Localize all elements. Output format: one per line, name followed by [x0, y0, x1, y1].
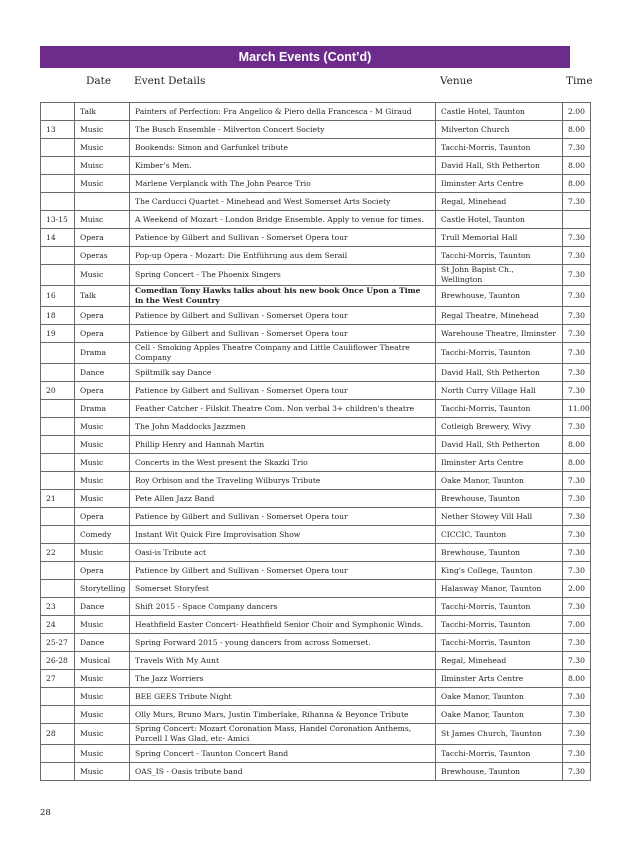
event-type: Drama — [75, 343, 130, 364]
event-date — [41, 193, 75, 211]
table-row — [41, 364, 591, 382]
column-header-event: Event Details — [134, 75, 206, 87]
event-details: Pop-up Opera - Mozart: Die Entführung aus dem Serail — [130, 247, 436, 265]
event-date: 22 — [41, 544, 75, 562]
event-details: Feather Catcher - Filskit Theatre Com. Non verbal 3+ children's theatre — [130, 400, 436, 418]
event-date — [41, 580, 75, 598]
event-date — [41, 436, 75, 454]
table-row — [41, 325, 591, 343]
event-details: The John Maddocks Jazzmen — [130, 418, 436, 436]
event-time: 7.30 — [563, 598, 591, 616]
event-date: 14 — [41, 229, 75, 247]
event-date: 27 — [41, 670, 75, 688]
event-type: Opera — [75, 229, 130, 247]
event-venue: Regal, Minehead — [436, 652, 563, 670]
event-venue: CICCIC, Taunton — [436, 526, 563, 544]
event-venue: Castle Hotel, Taunton — [436, 103, 563, 121]
table-row — [41, 121, 591, 139]
event-type: Music — [75, 544, 130, 562]
event-type: Dance — [75, 634, 130, 652]
event-time: 7.30 — [563, 325, 591, 343]
event-venue: King's College, Taunton — [436, 562, 563, 580]
table-row — [41, 247, 591, 265]
event-details: Pete Allen Jazz Band — [130, 490, 436, 508]
event-venue: Nether Stowey Vill Hall — [436, 508, 563, 526]
event-type: Music — [75, 670, 130, 688]
event-details: Spring Forward 2015 - young dancers from across Somerset. — [130, 634, 436, 652]
event-venue: Cotleigh Brewery, Wivy — [436, 418, 563, 436]
event-details: The Jazz Worriers — [130, 670, 436, 688]
event-time: 8.00 — [563, 436, 591, 454]
event-type: Operas — [75, 247, 130, 265]
column-header-venue: Venue — [440, 75, 473, 87]
event-venue: Ilminster Arts Centre — [436, 454, 563, 472]
table-row — [41, 307, 591, 325]
table-row — [41, 193, 591, 211]
event-type: Drama — [75, 400, 130, 418]
event-details: Patience by Gilbert and Sullivan - Somerset Opera tour — [130, 325, 436, 343]
event-venue: Milverton Church — [436, 121, 563, 139]
event-type — [75, 193, 130, 211]
event-date — [41, 763, 75, 781]
event-venue: Tacchi-Morris, Taunton — [436, 745, 563, 763]
table-row — [41, 688, 591, 706]
event-date — [41, 157, 75, 175]
event-venue: Tacchi-Morris, Taunton — [436, 598, 563, 616]
table-row — [41, 139, 591, 157]
table-row — [41, 634, 591, 652]
event-venue: Oake Manor, Taunton — [436, 472, 563, 490]
event-time: 7.30 — [563, 544, 591, 562]
table-row — [41, 724, 591, 745]
event-venue: Tacchi-Morris, Taunton — [436, 400, 563, 418]
event-type: Music — [75, 139, 130, 157]
event-type: Music — [75, 418, 130, 436]
event-time: 7.00 — [563, 616, 591, 634]
page-number: 28 — [40, 808, 51, 818]
event-venue: Ilminster Arts Centre — [436, 670, 563, 688]
event-details: Painters of Perfection: Fra Angelico & Piero della Francesca - M Giraud — [130, 103, 436, 121]
event-type: Music — [75, 472, 130, 490]
event-date — [41, 706, 75, 724]
event-time: 7.30 — [563, 418, 591, 436]
event-date — [41, 400, 75, 418]
event-date: 13 — [41, 121, 75, 139]
event-type: Music — [75, 763, 130, 781]
event-type: Music — [75, 688, 130, 706]
event-venue: Tacchi-Morris, Taunton — [436, 139, 563, 157]
event-time: 8.00 — [563, 175, 591, 193]
event-venue: David Hall, Sth Petherton — [436, 157, 563, 175]
column-header-date: Date — [86, 75, 112, 87]
event-venue: Tacchi-Morris, Taunton — [436, 247, 563, 265]
table-row — [41, 472, 591, 490]
event-venue: Tacchi-Morris, Taunton — [436, 343, 563, 364]
table-row — [41, 706, 591, 724]
event-date: 28 — [41, 724, 75, 745]
event-details: The Carducci Quartet - Minehead and West Somerset Arts Society — [130, 193, 436, 211]
table-row — [41, 763, 591, 781]
event-details: Spring Concert - Taunton Concert Band — [130, 745, 436, 763]
event-venue: Regal, Minehead — [436, 193, 563, 211]
event-time: 7.30 — [563, 652, 591, 670]
event-type: Music — [75, 175, 130, 193]
event-date: 16 — [41, 286, 75, 307]
event-venue: Brewhouse, Taunton — [436, 544, 563, 562]
event-details: Olly Murs, Bruno Mars, Justin Timberlake, Rihanna & Beyonce Tribute — [130, 706, 436, 724]
event-type: Comedy — [75, 526, 130, 544]
event-type: Dance — [75, 364, 130, 382]
event-time: 7.30 — [563, 364, 591, 382]
event-type: Music — [75, 616, 130, 634]
table-row — [41, 175, 591, 193]
event-time: 7.30 — [563, 706, 591, 724]
event-details: Shift 2015 - Space Company dancers — [130, 598, 436, 616]
event-time: 7.30 — [563, 562, 591, 580]
event-date — [41, 472, 75, 490]
event-venue: Halasway Manor, Taunton — [436, 580, 563, 598]
event-details: Heathfield Easter Concert- Heathfield Senior Choir and Symphonic Winds. — [130, 616, 436, 634]
event-type: Opera — [75, 382, 130, 400]
event-time: 7.30 — [563, 265, 591, 286]
event-venue: Tacchi-Morris, Taunton — [436, 634, 563, 652]
event-date — [41, 343, 75, 364]
event-type: Opera — [75, 562, 130, 580]
event-type: Musical — [75, 652, 130, 670]
table-row — [41, 580, 591, 598]
event-details: Phillip Henry and Hannah Martin — [130, 436, 436, 454]
event-venue: St John Bapist Ch., Wellington — [436, 265, 563, 286]
event-date: 21 — [41, 490, 75, 508]
event-type: Music — [75, 265, 130, 286]
event-details: Instant Wit Quick Fire Improvisation Show — [130, 526, 436, 544]
event-venue: North Curry Village Hall — [436, 382, 563, 400]
table-row — [41, 418, 591, 436]
event-venue: Oake Manor, Taunton — [436, 706, 563, 724]
table-row — [41, 286, 591, 307]
event-date — [41, 688, 75, 706]
table-row — [41, 229, 591, 247]
event-time: 7.30 — [563, 286, 591, 307]
event-type: Opera — [75, 325, 130, 343]
table-row — [41, 211, 591, 229]
event-type: Music — [75, 706, 130, 724]
table-row — [41, 157, 591, 175]
table-row — [41, 436, 591, 454]
event-time: 8.00 — [563, 121, 591, 139]
event-date: 20 — [41, 382, 75, 400]
event-date — [41, 175, 75, 193]
event-details: Spring Concert: Mozart Coronation Mass, Handel Coronation Anthems, Purcell I Was Glad, etc- Amici — [130, 724, 436, 745]
event-venue: Tacchi-Morris, Taunton — [436, 616, 563, 634]
event-type: Music — [75, 745, 130, 763]
event-time: 7.30 — [563, 193, 591, 211]
event-type: Opera — [75, 508, 130, 526]
event-venue: Oake Manor, Taunton — [436, 688, 563, 706]
event-venue: Ilminster Arts Centre — [436, 175, 563, 193]
table-row — [41, 670, 591, 688]
event-details: Concerts in the West present the Skazki Trio — [130, 454, 436, 472]
event-time: 7.30 — [563, 490, 591, 508]
event-date: 13-15 — [41, 211, 75, 229]
event-time: 2.00 — [563, 103, 591, 121]
event-details: Somerset Storyfest — [130, 580, 436, 598]
event-type: Opera — [75, 307, 130, 325]
event-details: Travels With My Aunt — [130, 652, 436, 670]
event-type: Music — [75, 724, 130, 745]
event-date: 19 — [41, 325, 75, 343]
event-venue: Warehouse Theatre, Ilminster — [436, 325, 563, 343]
event-time: 7.30 — [563, 343, 591, 364]
event-time: 7.30 — [563, 382, 591, 400]
event-venue: Trull Memorial Hall — [436, 229, 563, 247]
section-title-banner: March Events (Cont’d) — [40, 46, 570, 68]
event-type: Music — [75, 490, 130, 508]
event-time: 7.30 — [563, 688, 591, 706]
event-details: Spiltmilk say Dance — [130, 364, 436, 382]
event-venue: Brewhouse, Taunton — [436, 763, 563, 781]
event-details: Patience by Gilbert and Sullivan - Somerset Opera tour — [130, 508, 436, 526]
event-time: 7.30 — [563, 508, 591, 526]
event-time: 7.30 — [563, 247, 591, 265]
event-time: 8.00 — [563, 157, 591, 175]
table-row — [41, 265, 591, 286]
events-table — [40, 102, 591, 781]
event-date: 25-27 — [41, 634, 75, 652]
event-type: Music — [75, 454, 130, 472]
event-venue: St James Church, Taunton — [436, 724, 563, 745]
event-type: Muisc — [75, 211, 130, 229]
event-details: Patience by Gilbert and Sullivan - Somerset Opera tour — [130, 382, 436, 400]
event-date — [41, 745, 75, 763]
event-details: Spring Concert - The Phoenix Singers — [130, 265, 436, 286]
event-date — [41, 562, 75, 580]
event-venue: Castle Hotel, Taunton — [436, 211, 563, 229]
event-details: Cell - Smoking Apples Theatre Company and Little Cauliflower Theatre Company — [130, 343, 436, 364]
table-row — [41, 562, 591, 580]
table-row — [41, 343, 591, 364]
event-time: 2.00 — [563, 580, 591, 598]
events-table-body — [41, 103, 591, 781]
event-date — [41, 418, 75, 436]
event-venue: Brewhouse, Taunton — [436, 286, 563, 307]
event-venue: Brewhouse, Taunton — [436, 490, 563, 508]
event-type: Dance — [75, 598, 130, 616]
event-details: Comedian Tony Hawks talks about his new book Once Upon a Time in the West Country — [130, 286, 436, 307]
event-date — [41, 454, 75, 472]
event-details: Marlene Verplanck with The John Pearce Trio — [130, 175, 436, 193]
event-time: 11.00 — [563, 400, 591, 418]
event-date: 18 — [41, 307, 75, 325]
event-type: Muisc — [75, 157, 130, 175]
event-date — [41, 508, 75, 526]
event-time: 7.30 — [563, 139, 591, 157]
event-time: 7.30 — [563, 472, 591, 490]
event-time: 7.30 — [563, 634, 591, 652]
table-row — [41, 544, 591, 562]
event-time: 8.00 — [563, 670, 591, 688]
event-type: Talk — [75, 103, 130, 121]
table-row — [41, 745, 591, 763]
table-row — [41, 526, 591, 544]
event-details: Roy Orbison and the Traveling Wilburys Tribute — [130, 472, 436, 490]
event-details: OAS_IS - Oasis tribute band — [130, 763, 436, 781]
event-date: 26-28 — [41, 652, 75, 670]
event-date: 24 — [41, 616, 75, 634]
table-row — [41, 103, 591, 121]
table-row — [41, 382, 591, 400]
event-details: BEE GEES Tribute Night — [130, 688, 436, 706]
event-details: Bookends: Simon and Garfunkel tribute — [130, 139, 436, 157]
event-time: 7.30 — [563, 307, 591, 325]
table-row — [41, 598, 591, 616]
event-details: Kimber’s Men. — [130, 157, 436, 175]
table-row — [41, 508, 591, 526]
event-type: Storytelling — [75, 580, 130, 598]
event-time: 7.30 — [563, 763, 591, 781]
table-row — [41, 490, 591, 508]
event-date — [41, 526, 75, 544]
table-row — [41, 616, 591, 634]
event-details: A Weekend of Mozart - London Bridge Ensemble. Apply to venue for times. — [130, 211, 436, 229]
event-venue: David Hall, Sth Petherton — [436, 364, 563, 382]
event-details: Patience by Gilbert and Sullivan - Somerset Opera tour — [130, 229, 436, 247]
event-details: Oasi-is Tribute act — [130, 544, 436, 562]
event-time: 7.30 — [563, 229, 591, 247]
event-date — [41, 103, 75, 121]
event-type: Music — [75, 121, 130, 139]
table-row — [41, 454, 591, 472]
event-date — [41, 247, 75, 265]
event-venue: David Hall, Sth Petherton — [436, 436, 563, 454]
column-header-time: Time — [566, 75, 593, 87]
event-details: Patience by Gilbert and Sullivan - Somerset Opera tour — [130, 307, 436, 325]
event-time: 7.30 — [563, 724, 591, 745]
event-details: The Busch Ensemble - Milverton Concert Society — [130, 121, 436, 139]
event-time: 7.30 — [563, 745, 591, 763]
event-date — [41, 364, 75, 382]
event-date — [41, 265, 75, 286]
table-row — [41, 652, 591, 670]
event-venue: Regal Theatre, Minehead — [436, 307, 563, 325]
event-time: 7.30 — [563, 526, 591, 544]
event-type: Music — [75, 436, 130, 454]
event-time — [563, 211, 591, 229]
event-date — [41, 139, 75, 157]
event-time: 8.00 — [563, 454, 591, 472]
table-row — [41, 400, 591, 418]
event-date: 23 — [41, 598, 75, 616]
event-type: Talk — [75, 286, 130, 307]
event-details: Patience by Gilbert and Sullivan - Somerset Opera tour — [130, 562, 436, 580]
